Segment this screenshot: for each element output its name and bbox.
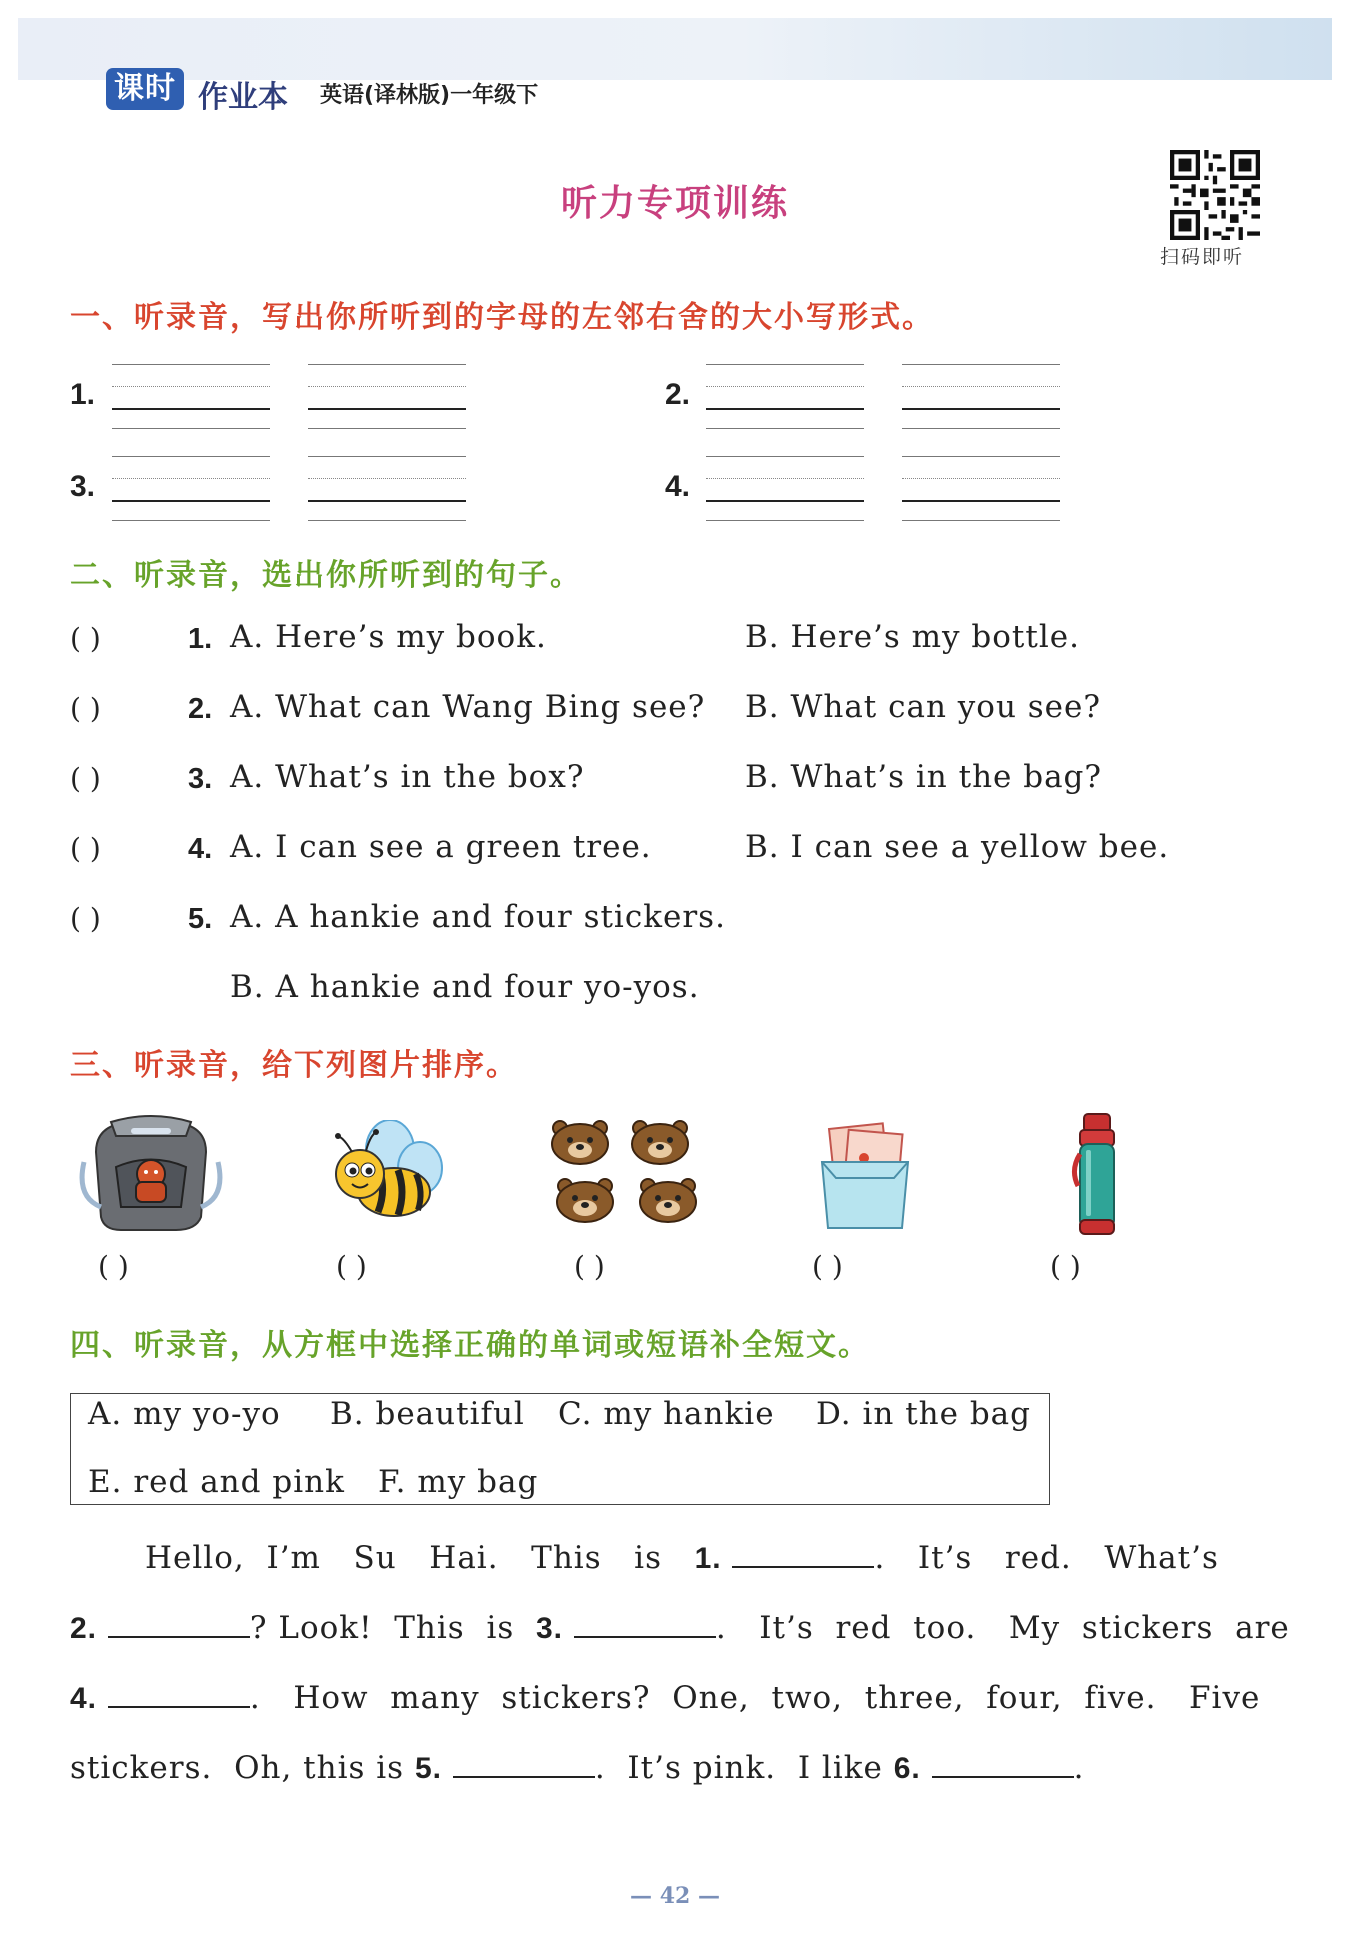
- option-b: B. I can see a yellow bee.: [745, 829, 1170, 865]
- option-a: A. What’s in the box?: [230, 759, 585, 795]
- qr-caption: 扫码即听: [1160, 246, 1245, 268]
- word-option: D. in the bag: [816, 1396, 1031, 1432]
- part3-heading: 三、听录音，给下列图片排序。: [70, 1048, 518, 1083]
- stickers-box-icon: [818, 1118, 913, 1233]
- writing-lines-uppercase[interactable]: [112, 364, 270, 430]
- answer-paren[interactable]: ( ): [70, 622, 101, 655]
- blank-4[interactable]: [108, 1682, 250, 1708]
- option-a: A. Here’s my book.: [230, 619, 547, 655]
- writing-lines-lowercase[interactable]: [902, 456, 1060, 522]
- option-b: B. Here’s my bottle.: [745, 619, 1080, 655]
- answer-paren[interactable]: ( ): [574, 1250, 605, 1283]
- bag-icon: [76, 1112, 226, 1232]
- passage-line: Hello, I’m Su Hai. This is 1. . It’s red. What’s: [145, 1540, 1219, 1576]
- writing-lines-uppercase[interactable]: [112, 456, 270, 522]
- option-a: A. I can see a green tree.: [230, 829, 652, 865]
- answer-paren[interactable]: ( ): [70, 692, 101, 725]
- passage-line: 2. ? Look! This is 3. . It’s red too. My stickers are: [70, 1610, 1290, 1646]
- answer-paren[interactable]: ( ): [1050, 1250, 1081, 1283]
- answer-paren[interactable]: ( ): [70, 832, 101, 865]
- question-number: 1.: [188, 623, 213, 655]
- word-option: A. my yo-yo: [88, 1396, 281, 1432]
- qr-code-icon[interactable]: [1170, 150, 1260, 240]
- writing-lines-uppercase[interactable]: [706, 456, 864, 522]
- answer-paren[interactable]: ( ): [98, 1250, 129, 1283]
- item-number: 1.: [70, 378, 96, 411]
- word-option: C. my hankie: [558, 1396, 775, 1432]
- blank-3[interactable]: [574, 1612, 716, 1638]
- part4-heading: 四、听录音，从方框中选择正确的单词或短语补全短文。: [70, 1328, 870, 1363]
- page-title: 听力专项训练: [560, 183, 789, 224]
- bottle-icon: [1068, 1110, 1128, 1238]
- part2-heading: 二、听录音，选出你所听到的句子。: [70, 558, 582, 593]
- writing-lines-lowercase[interactable]: [308, 456, 466, 522]
- answer-paren[interactable]: ( ): [336, 1250, 367, 1283]
- bears-icon: [550, 1120, 710, 1240]
- passage-line: stickers. Oh, this is 5. . It’s pink. I like 6. .: [70, 1750, 1085, 1786]
- blank-2[interactable]: [108, 1612, 250, 1638]
- option-a: A. A hankie and four stickers.: [230, 899, 726, 935]
- blank-6[interactable]: [932, 1752, 1074, 1778]
- page-number: — 42 —: [630, 1883, 720, 1909]
- answer-paren[interactable]: ( ): [812, 1250, 843, 1283]
- question-number: 4.: [188, 833, 213, 865]
- question-number: 5.: [188, 903, 213, 935]
- writing-lines-uppercase[interactable]: [706, 364, 864, 430]
- part1-heading: 一、听录音，写出你所听到的字母的左邻右舍的大小写形式。: [70, 300, 934, 335]
- word-option: F. my bag: [378, 1464, 539, 1500]
- brand-name: 作业本: [198, 80, 288, 115]
- bee-icon: [328, 1120, 448, 1230]
- item-number: 4.: [665, 470, 691, 503]
- question-number: 3.: [188, 763, 213, 795]
- item-number: 3.: [70, 470, 96, 503]
- passage-line: 4. . How many stickers? One, two, three, four, five. Five: [70, 1680, 1261, 1716]
- subject-label: 英语(译林版)一年级下: [320, 83, 539, 108]
- option-b: B. What can you see?: [745, 689, 1101, 725]
- header-band: [18, 18, 1332, 80]
- option-b: B. A hankie and four yo-yos.: [230, 969, 700, 1005]
- writing-lines-lowercase[interactable]: [308, 364, 466, 430]
- item-number: 2.: [665, 378, 691, 411]
- answer-paren[interactable]: ( ): [70, 762, 101, 795]
- word-option: B. beautiful: [330, 1396, 525, 1432]
- question-number: 2.: [188, 693, 213, 725]
- option-a: A. What can Wang Bing see?: [230, 689, 706, 725]
- option-b: B. What’s in the bag?: [745, 759, 1103, 795]
- blank-1[interactable]: [732, 1542, 874, 1568]
- logo: 课时: [106, 68, 184, 110]
- word-option: E. red and pink: [88, 1464, 345, 1500]
- blank-5[interactable]: [453, 1752, 595, 1778]
- writing-lines-lowercase[interactable]: [902, 364, 1060, 430]
- answer-paren[interactable]: ( ): [70, 902, 101, 935]
